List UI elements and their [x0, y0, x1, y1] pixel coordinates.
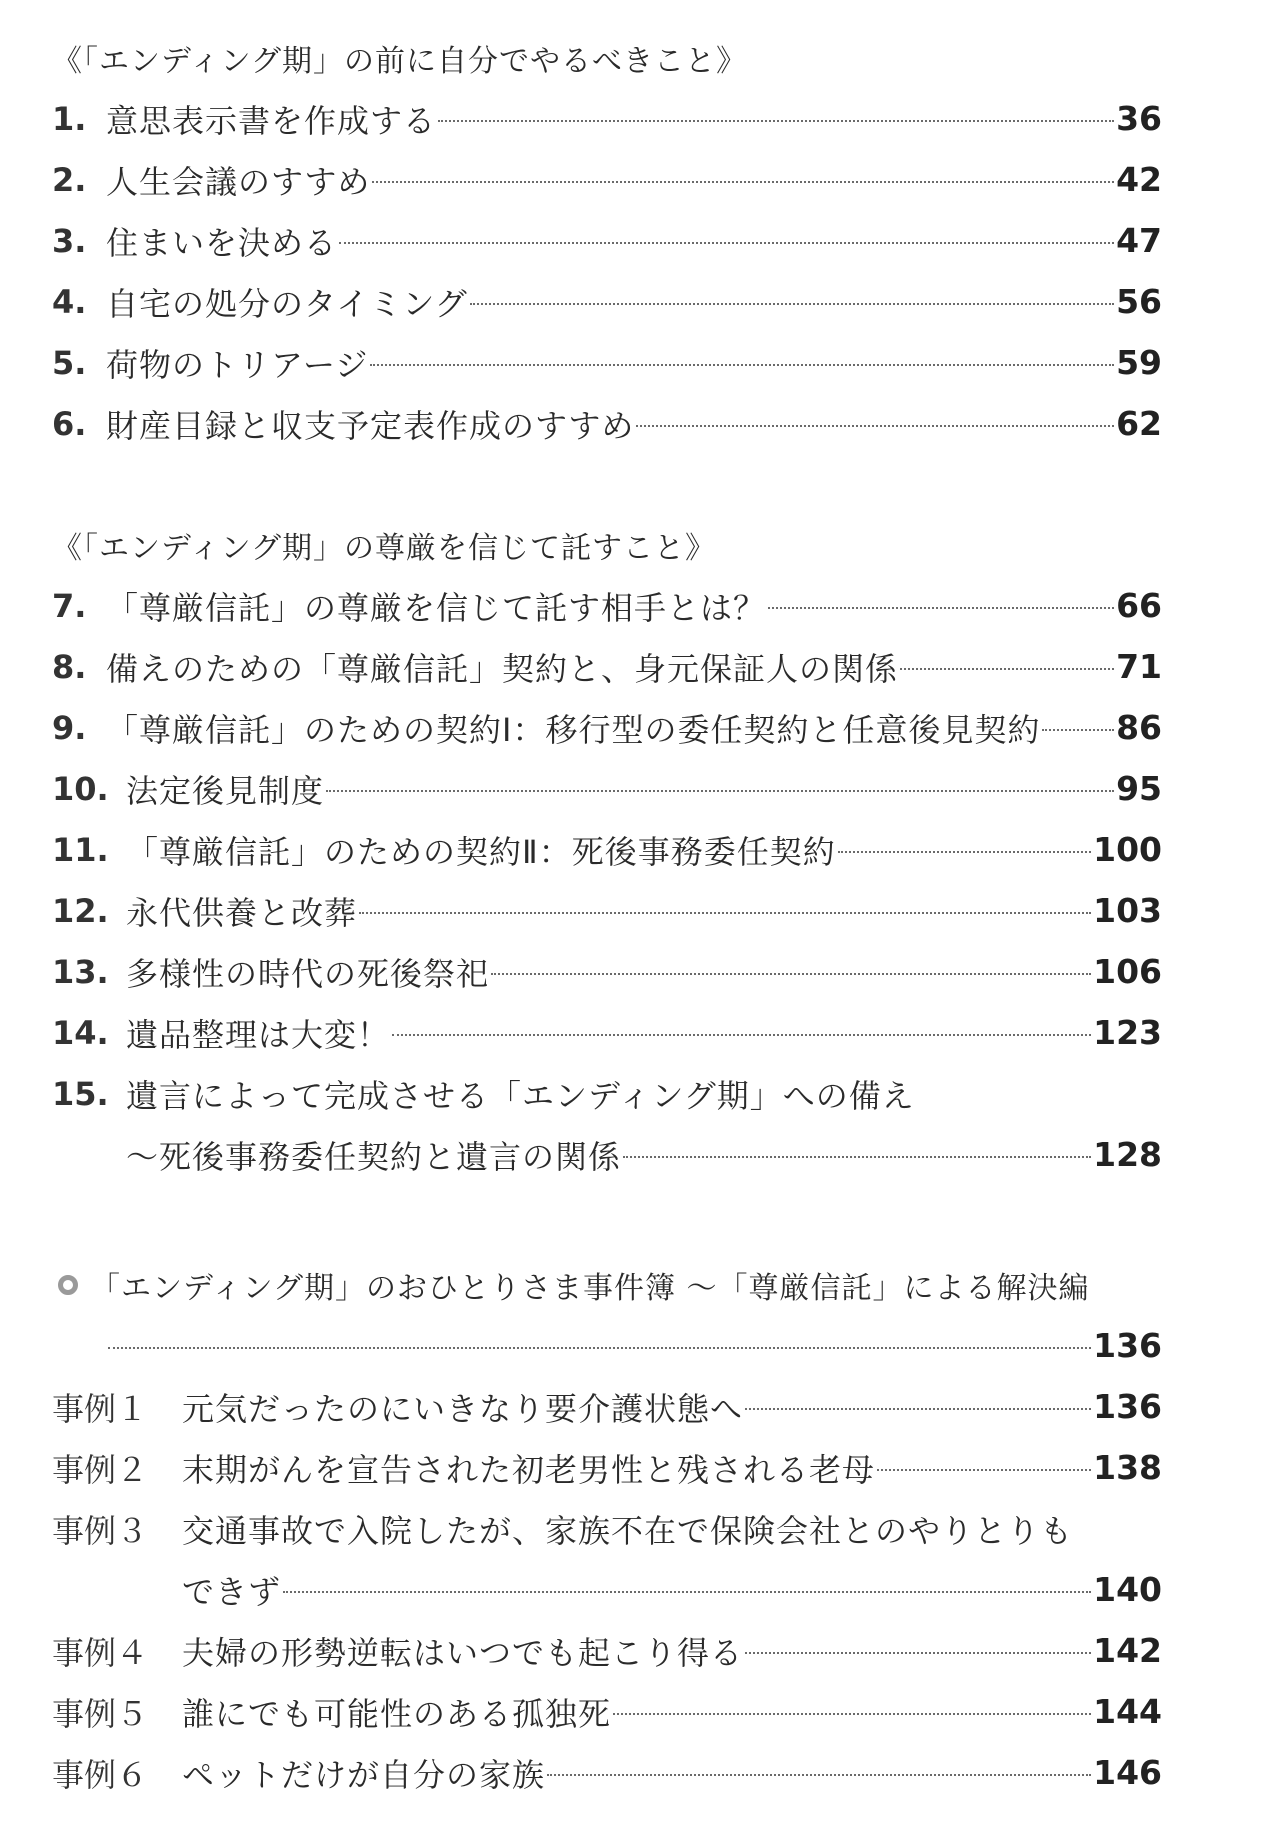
entry-page: 146	[1093, 1753, 1162, 1792]
entry-title: 「尊厳信託」のための契約Ⅰ：移行型の委任契約と任意後見契約	[106, 710, 1041, 749]
dot-leader	[370, 364, 1114, 366]
entry-number: 4.	[52, 282, 87, 321]
toc-entry[interactable]	[52, 149, 1162, 210]
entry-title: 備えのための「尊厳信託」契約と、身元保証人の関係	[106, 649, 899, 688]
toc-entry[interactable]	[52, 271, 1162, 332]
toc-entry[interactable]	[52, 758, 1162, 819]
case-entry-continuation[interactable]	[52, 1559, 1162, 1620]
section-heading: 《「エンディング期」の前に自分でやるべきこと》	[52, 44, 747, 79]
dot-leader	[372, 181, 1114, 183]
entry-title: 荷物のトリアージ	[106, 345, 369, 384]
case-number: 事例３	[52, 1511, 149, 1550]
toc-entry-multiline[interactable]	[52, 1063, 1162, 1124]
entry-number: 5.	[52, 343, 87, 382]
toc-entry[interactable]	[52, 880, 1162, 941]
case-title: 誰にでも可能性のある孤独死	[182, 1694, 612, 1733]
entry-number: 9.	[52, 708, 87, 747]
dot-leader	[877, 1469, 1091, 1471]
case-entry[interactable]	[52, 1620, 1162, 1681]
entry-page: 86	[1116, 708, 1162, 747]
dot-leader	[470, 303, 1114, 305]
case-title-line2: できず	[182, 1572, 282, 1611]
entry-number: 6.	[52, 404, 87, 443]
entry-page: 123	[1093, 1013, 1162, 1052]
case-number: 事例６	[52, 1755, 149, 1794]
entry-title: 自宅の処分のタイミング	[106, 284, 468, 323]
entry-page: 42	[1116, 160, 1162, 199]
entry-title-line1: 遺言によって完成させる「エンディング期」への備え	[126, 1076, 915, 1115]
toc-entry[interactable]	[52, 88, 1162, 149]
case-title-line1: 交通事故で入院したが、家族不在で保険会社とのやりとりも	[182, 1511, 1074, 1550]
entry-page: 140	[1093, 1570, 1162, 1609]
dot-leader	[326, 790, 1114, 792]
dot-leader	[491, 973, 1091, 975]
case-number: 事例４	[52, 1633, 149, 1672]
entry-title: 人生会議のすすめ	[106, 162, 371, 201]
entry-title-line2: ～死後事務委任契約と遺言の関係	[126, 1137, 622, 1176]
case-entry-multiline[interactable]	[52, 1498, 1162, 1559]
entry-page: 95	[1116, 769, 1162, 808]
case-entry[interactable]	[52, 1742, 1162, 1803]
entry-page: 71	[1116, 647, 1162, 686]
entry-number: 7.	[52, 586, 87, 625]
case-number: 事例２	[52, 1450, 149, 1489]
entry-page: 66	[1116, 586, 1162, 625]
section-case-files	[52, 1255, 1162, 1803]
section-trust	[52, 515, 1162, 1185]
section-heading	[52, 1255, 1162, 1315]
entry-title: 住まいを決める	[106, 223, 338, 262]
toc-entry[interactable]	[52, 332, 1162, 393]
entry-title: 多様性の時代の死後祭祀	[126, 954, 490, 993]
entry-page: 136	[1093, 1387, 1162, 1426]
entry-title: 法定後見制度	[126, 771, 325, 810]
dot-leader	[613, 1713, 1091, 1715]
toc-entry[interactable]	[52, 1002, 1162, 1063]
dot-leader	[283, 1591, 1091, 1593]
entry-page: 100	[1093, 830, 1162, 869]
dot-leader	[339, 242, 1114, 244]
case-number: 事例１	[52, 1389, 149, 1428]
toc-entry-continuation[interactable]	[52, 1124, 1162, 1185]
toc-entry[interactable]	[52, 819, 1162, 880]
case-entry[interactable]	[52, 1437, 1162, 1498]
entry-page: 36	[1116, 99, 1162, 138]
entry-page: 62	[1116, 404, 1162, 443]
case-entry[interactable]	[52, 1681, 1162, 1742]
case-title: 元気だったのにいきなり要介護状態へ	[182, 1389, 744, 1428]
entry-number: 1.	[52, 99, 87, 138]
entry-page: 138	[1093, 1448, 1162, 1487]
dot-leader	[392, 1034, 1091, 1036]
dot-leader	[636, 425, 1114, 427]
toc-entry[interactable]	[52, 636, 1162, 697]
dot-leader	[745, 1408, 1091, 1410]
toc-entry[interactable]	[52, 210, 1162, 271]
dot-leader	[547, 1774, 1091, 1776]
section-heading: 《「エンディング期」の尊厳を信じて託すこと》	[52, 531, 716, 566]
case-title: 末期がんを宣告された初老男性と残される老母	[182, 1450, 876, 1489]
entry-page: 136	[1093, 1326, 1162, 1365]
case-title: 夫婦の形勢逆転はいつでも起こり得る	[182, 1633, 744, 1672]
toc-entry[interactable]	[52, 697, 1162, 758]
dot-leader	[438, 120, 1114, 122]
entry-number: 12.	[52, 891, 109, 930]
entry-number: 14.	[52, 1013, 109, 1052]
section-heading-text: 「エンディング期」のおひとりさま事件簿 ～「尊厳信託」による解決編	[90, 1271, 1090, 1306]
entry-page: 144	[1093, 1692, 1162, 1731]
entry-page: 59	[1116, 343, 1162, 382]
entry-page: 142	[1093, 1631, 1162, 1670]
toc-entry-heading-page[interactable]	[52, 1315, 1162, 1376]
dot-leader	[768, 607, 1114, 609]
section-before-ending	[52, 28, 1162, 454]
entry-page: 103	[1093, 891, 1162, 930]
dot-leader	[900, 668, 1114, 670]
entry-number: 10.	[52, 769, 109, 808]
entry-number: 15.	[52, 1074, 109, 1113]
entry-number: 13.	[52, 952, 109, 991]
dot-leader	[108, 1347, 1091, 1349]
entry-number: 8.	[52, 647, 87, 686]
entry-title: 永代供養と改葬	[126, 893, 358, 932]
entry-page: 47	[1116, 221, 1162, 260]
entry-title: 遺品整理は大変！	[126, 1015, 391, 1054]
entry-number: 3.	[52, 221, 87, 260]
circle-bullet-icon	[58, 1275, 78, 1295]
entry-number: 11.	[52, 830, 109, 869]
dot-leader	[745, 1652, 1091, 1654]
case-number: 事例５	[52, 1694, 149, 1733]
dot-leader	[359, 912, 1091, 914]
case-entry[interactable]	[52, 1376, 1162, 1437]
dot-leader	[838, 851, 1091, 853]
toc-entry[interactable]	[52, 393, 1162, 454]
toc-entry[interactable]	[52, 941, 1162, 1002]
entry-title: 財産目録と収支予定表作成のすすめ	[106, 406, 635, 445]
entry-page: 128	[1093, 1135, 1162, 1174]
entry-page: 106	[1093, 952, 1162, 991]
entry-title: 「尊厳信託」の尊厳を信じて託す相手とは？	[106, 588, 767, 627]
entry-title: 「尊厳信託」のための契約Ⅱ：死後事務委任契約	[126, 832, 836, 871]
toc-entry[interactable]	[52, 575, 1162, 636]
entry-number: 2.	[52, 160, 87, 199]
case-title: ペットだけが自分の家族	[182, 1755, 546, 1794]
entry-page: 56	[1116, 282, 1162, 321]
dot-leader	[1042, 729, 1114, 731]
dot-leader	[623, 1156, 1091, 1158]
entry-title: 意思表示書を作成する	[106, 101, 437, 140]
